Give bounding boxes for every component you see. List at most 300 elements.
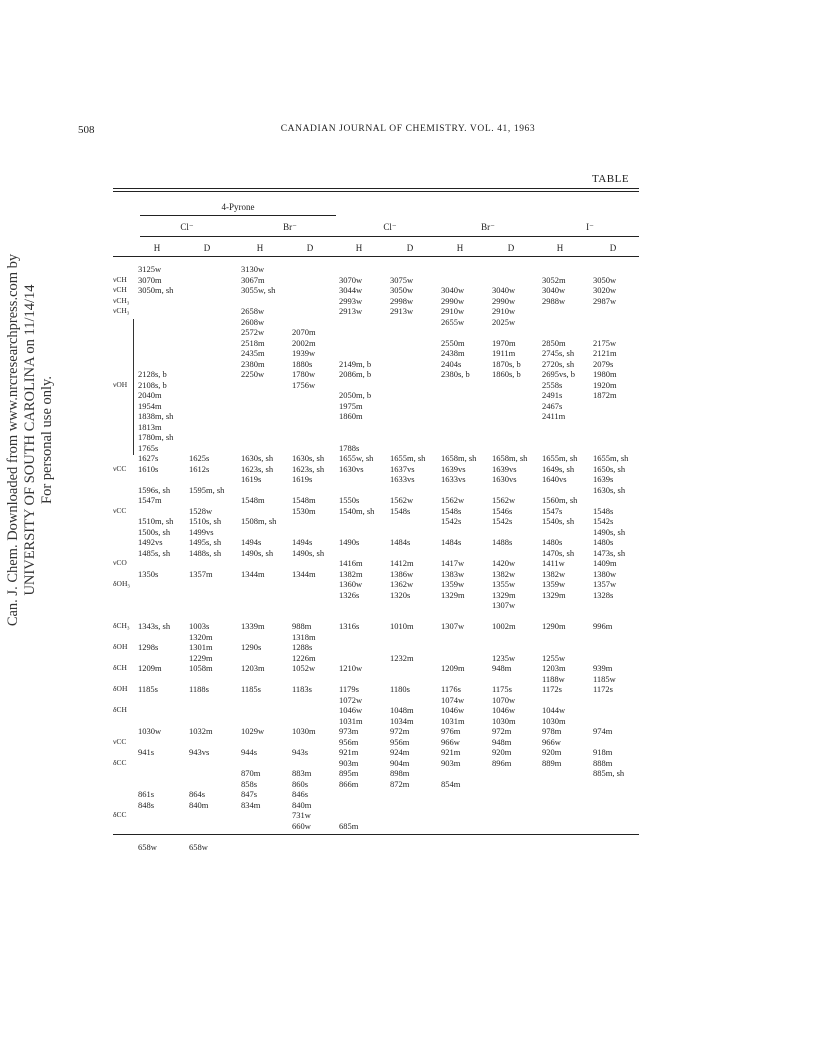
table-cell: 1484s — [441, 537, 462, 547]
table-cell: 1360w — [339, 579, 363, 589]
table-cell: 2990w — [441, 295, 465, 306]
table-cell: 1630s, sh — [292, 453, 325, 463]
table-cell: 2655w — [441, 316, 465, 327]
table-cell: 1546s — [492, 505, 513, 516]
table-cell: 924m — [390, 747, 410, 757]
table-cell: 3040w — [441, 285, 465, 295]
table-cell: 1623s, sh — [292, 463, 325, 474]
table-cell: 1655m, sh — [593, 453, 629, 463]
table-cell: 2608w — [241, 316, 265, 327]
table-cell: 1209m — [441, 663, 465, 673]
running-head: CANADIAN JOURNAL OF CHEMISTRY. VOL. 41, 1963 — [280, 124, 536, 134]
table-cell: 834m — [241, 799, 261, 810]
table-cell: 2720s, sh — [542, 358, 575, 369]
table-cell: 1320m — [189, 631, 213, 642]
table-cell: 1510s, sh — [189, 516, 222, 526]
isotope-header: D — [406, 243, 414, 253]
table-cell: 1420w — [492, 558, 516, 568]
table-cell: 1210w — [339, 663, 363, 673]
isotope-header: H — [153, 243, 161, 253]
table-cell: 918m — [593, 747, 613, 757]
table-cell: 1494s — [241, 537, 262, 547]
table-cell: 2380m — [241, 358, 265, 369]
table-cell: 2913w — [390, 306, 414, 316]
table-cell: 1838m, sh — [138, 411, 174, 421]
table-cell: 840m — [292, 799, 312, 810]
table-cell: 1623s, sh — [241, 463, 274, 474]
table-cell: 1495s, sh — [189, 537, 222, 547]
table-cell: 1880s — [292, 358, 313, 369]
table-cell: 978m — [542, 726, 562, 736]
table-cell: 1031m — [441, 715, 465, 726]
row-label: νCC — [113, 463, 127, 473]
table-cell: 1560m, sh — [542, 495, 578, 505]
table-cell: 3075w — [390, 274, 414, 285]
isotope-header: H — [355, 243, 363, 253]
table-cell: 1288s — [292, 642, 313, 652]
table-cell: 1380w — [593, 568, 617, 579]
table-cell: 2435m — [241, 348, 265, 358]
table-cell: 1386w — [390, 568, 414, 579]
table-cell: 2128s, b — [138, 369, 167, 379]
table-cell: 1548m — [241, 495, 265, 505]
table-cell: 1185s — [138, 684, 158, 694]
table-cell: 1320s — [390, 589, 411, 600]
table-cell: 1176s — [441, 684, 461, 694]
table-cell: 1649s, sh — [542, 463, 575, 474]
table-cell: 2988w — [542, 295, 566, 306]
table-cell: 1411w — [542, 558, 565, 568]
row-label: νCC — [113, 736, 127, 746]
table-cell: 2040m — [138, 390, 162, 400]
table-cell: 1612s — [189, 463, 210, 474]
table-cell: 943vs — [189, 747, 210, 757]
table-cell: 870m — [241, 768, 261, 778]
table-cell: 1492vs — [138, 537, 163, 547]
table-cell: 731w — [292, 810, 311, 820]
table-cell: 1490s, sh — [241, 547, 274, 558]
table-caption: TABLE — [592, 173, 630, 185]
table-cell: 847s — [241, 789, 258, 799]
table-cell: 2987w — [593, 295, 617, 306]
table-cell: 1655m, sh — [390, 453, 426, 463]
table-cell: 1203m — [241, 663, 265, 673]
table-cell: 1048m — [390, 705, 414, 715]
table-cell: 1640vs — [542, 474, 567, 484]
table-cell: 872m — [390, 778, 410, 789]
table-cell: 1658m, sh — [492, 453, 528, 463]
table-cell: 1383w — [441, 568, 465, 579]
table-cell: 1490s, sh — [292, 547, 325, 558]
table-cell: 956m — [339, 736, 359, 747]
table-cell: 1307w — [441, 621, 465, 631]
table-cell: 1939w — [292, 348, 316, 358]
table-cell: 1488s — [492, 537, 513, 547]
table-cell: 1480s — [593, 537, 614, 547]
table-cell: 3070m — [138, 274, 162, 285]
table-cell: 1562w — [390, 495, 414, 505]
table-cell: 1562w — [492, 495, 516, 505]
row-label: νOH — [113, 379, 128, 389]
isotope-header: D — [507, 243, 515, 253]
table-cell: 1343s, sh — [138, 621, 171, 631]
table-cell: 1470s, sh — [542, 547, 575, 558]
table-cell: 2467s — [542, 400, 563, 411]
table-cell: 920m — [542, 747, 562, 757]
table-cell: 1046w — [492, 705, 516, 715]
table-cell: 3050m, sh — [138, 285, 174, 295]
row-label: δCH₃ — [113, 621, 130, 630]
table-cell: 3050w — [390, 285, 414, 295]
table-cell: 2070m — [292, 327, 316, 337]
table-cell: 1627s — [138, 453, 159, 463]
isotope-header: H — [556, 243, 564, 253]
isotope-header: H — [256, 243, 264, 253]
table-cell: 1540m, sh — [339, 505, 375, 516]
table-cell: 658w — [138, 841, 157, 852]
table-cell: 1510m, sh — [138, 516, 174, 526]
ion-header: Br⁻ — [283, 222, 297, 232]
table-cell: 1630s, sh — [593, 484, 626, 495]
table-cell: 2993w — [339, 295, 363, 306]
table-cell: 1625s — [189, 453, 210, 463]
table-cell: 1307w — [492, 600, 516, 610]
table-cell: 976m — [441, 726, 461, 736]
table-cell: 1813m — [138, 421, 162, 432]
table-cell: 1548s — [441, 505, 462, 516]
table-cell: 848s — [138, 799, 155, 810]
table-cell: 1357w — [593, 579, 617, 589]
table-cell: 883m — [292, 768, 312, 778]
table-cell: 1172s — [542, 684, 562, 694]
table-cell: 3130w — [241, 264, 265, 274]
table-cell: 840m — [189, 799, 209, 810]
table-cell: 1290m — [542, 621, 566, 631]
table-cell: 1175s — [492, 684, 512, 694]
table-cell: 948m — [492, 736, 512, 747]
table-cell: 1542s — [441, 516, 462, 526]
download-notice-line1: Can. J. Chem. Downloaded from www.nrcresearchpress.com by UNIVERSITY OF SOUTH CAROLINA on 11/14/14 — [5, 253, 38, 627]
table-cell: 854m — [441, 778, 461, 789]
row-label: δOH — [113, 642, 128, 651]
table-cell: 1639s — [593, 474, 614, 484]
group-rule — [140, 215, 336, 216]
table-cell: 1488s, sh — [189, 547, 222, 558]
table-cell: 1226m — [292, 652, 316, 663]
table-cell: 898m — [390, 768, 410, 778]
table-cell: 1326s — [339, 589, 360, 600]
table-cell: 1344m — [241, 568, 265, 579]
table-cell: 2438m — [441, 348, 465, 358]
table-cell: 1637vs — [390, 463, 415, 474]
table-cell: 1010m — [390, 621, 414, 631]
table-cell: 660w — [292, 820, 311, 831]
ion-header: Br⁻ — [481, 222, 495, 232]
table-cell: 2913w — [339, 306, 363, 316]
ion-header: I⁻ — [586, 222, 594, 232]
table-cell: 1046w — [339, 705, 363, 715]
table-cell: 1044w — [542, 705, 566, 715]
table-cell: 948m — [492, 663, 512, 673]
table-cell: 1344m — [292, 568, 316, 579]
table-cell: 1630vs — [339, 463, 364, 474]
table-cell: 1412m — [390, 558, 414, 568]
table-cell: 1235w — [492, 652, 516, 663]
table-cell: 1188w — [542, 673, 565, 684]
table-cell: 972m — [492, 726, 512, 736]
table-cell: 3055w, sh — [241, 285, 276, 295]
table-cell: 2695vs, b — [542, 369, 576, 379]
table-cell: 1031m — [339, 715, 363, 726]
table-cell: 1548s — [593, 505, 614, 516]
table-cell: 2380s, b — [441, 369, 470, 379]
table-cell: 1490s — [339, 537, 360, 547]
table-cell: 846s — [292, 789, 309, 799]
table-cell: 1034m — [390, 715, 414, 726]
table-cell: 2550m — [441, 337, 465, 348]
table-cell: 956m — [390, 736, 410, 747]
top-rule — [113, 188, 639, 189]
table-cell: 1188s — [189, 684, 209, 694]
bottom-rule — [113, 834, 639, 835]
table-cell: 2850m — [542, 337, 566, 348]
table-cell: 858s — [241, 778, 258, 789]
table-cell: 1500s, sh — [138, 526, 171, 537]
table-cell: 1409m — [593, 558, 617, 568]
table-cell: 1232m — [390, 652, 414, 663]
table-cell: 2990w — [492, 295, 516, 306]
table-cell: 1860m — [339, 411, 363, 421]
row-label: δOH₃ — [113, 579, 130, 588]
isotope-header: D — [306, 243, 314, 253]
table-cell: 1046w — [441, 705, 465, 715]
table-cell: 1911m — [492, 348, 516, 358]
table-cell: 2002m — [292, 337, 316, 348]
ion-header: Cl⁻ — [180, 222, 194, 232]
table-cell: 972m — [390, 726, 410, 736]
table-cell: 1528w — [189, 505, 213, 516]
table-cell: 1058m — [189, 663, 213, 673]
table-cell: 3067m — [241, 274, 265, 285]
table-cell: 1954m — [138, 400, 162, 411]
table-cell: 3050w — [593, 274, 617, 285]
table-cell: 903m — [339, 757, 359, 768]
table-cell: 1562w — [441, 495, 465, 505]
table-cell: 1357m — [189, 568, 213, 579]
table-cell: 1329m — [441, 589, 465, 600]
table-cell: 1382m — [339, 568, 363, 579]
table-cell: 966w — [542, 736, 561, 747]
page-number: 508 — [78, 124, 95, 136]
table-cell: 1550s — [339, 495, 360, 505]
table-cell: 2491s — [542, 390, 563, 400]
table-cell: 896m — [492, 757, 512, 768]
table-cell: 1490s, sh — [593, 526, 626, 537]
table-cell: 1484s — [390, 537, 411, 547]
table-cell: 685m — [339, 820, 359, 831]
row-label: δCH — [113, 705, 127, 714]
table-cell: 860s — [292, 778, 309, 789]
table-cell: 1756w — [292, 379, 316, 390]
table-cell: 1639vs — [441, 463, 466, 474]
table-cell: 1179s — [339, 684, 359, 694]
table-cell: 1530m — [292, 505, 316, 516]
table-cell: 1473s, sh — [593, 547, 626, 558]
table-cell: 2998w — [390, 295, 414, 306]
table-cell: 3040w — [542, 285, 566, 295]
row-label: νCH₃ — [113, 306, 130, 315]
table-cell: 973m — [339, 726, 359, 736]
table-cell: 1788s — [339, 442, 360, 453]
table-cell: 1494s — [292, 537, 313, 547]
isotope-header: D — [609, 243, 617, 253]
table-cell: 1547m — [138, 495, 162, 505]
table-cell: 3044w — [339, 285, 363, 295]
table-cell: 1765s — [138, 442, 159, 453]
table-cell: 1542s — [593, 516, 614, 526]
table-cell: 1633vs — [441, 474, 466, 484]
table-cell: 988m — [292, 621, 312, 631]
row-label: νCH — [113, 274, 127, 284]
table-cell: 3052m — [542, 274, 566, 285]
row-label: νCO — [113, 558, 127, 567]
table-cell: 2558s — [542, 379, 563, 390]
table-cell: 921m — [441, 747, 461, 757]
table-cell: 1003s — [189, 621, 210, 631]
table-cell: 996m — [593, 621, 613, 631]
table-cell: 2745s, sh — [542, 348, 575, 358]
table-cell: 1355w — [492, 579, 516, 589]
table-cell: 1339m — [241, 621, 265, 631]
table-cell: 2250w — [241, 369, 265, 379]
table-cell: 1970m — [492, 337, 516, 348]
table-cell: 1417w — [441, 558, 465, 568]
table-cell: 1318m — [292, 631, 316, 642]
table-cell: 1780w — [292, 369, 316, 379]
ion-header: Cl⁻ — [383, 222, 397, 232]
table-cell: 3040w — [492, 285, 516, 295]
row-label: δCC — [113, 810, 127, 819]
table-cell: 943s — [292, 747, 309, 757]
table-cell: 939m — [593, 663, 613, 673]
table-cell: 1030m — [292, 726, 316, 736]
table-cell: 2910w — [441, 306, 465, 316]
table-cell: 861s — [138, 789, 155, 799]
table-cell: 1329m — [492, 589, 516, 600]
table-cell: 1920m — [593, 379, 617, 390]
table-cell: 941s — [138, 747, 155, 757]
table-cell: 1655m, sh — [542, 453, 578, 463]
table-cell: 2079s — [593, 358, 614, 369]
table-cell: 1499vs — [189, 526, 214, 537]
table-cell: 2149m, b — [339, 358, 372, 369]
table-cell: 1072w — [339, 694, 363, 705]
table-cell: 1382w — [542, 568, 566, 579]
table-cell: 1185s — [241, 684, 261, 694]
table-cell: 966w — [441, 736, 460, 747]
table-cell: 1633vs — [390, 474, 415, 484]
table-cell: 1180s — [390, 684, 410, 694]
table-cell: 1032m — [189, 726, 213, 736]
row-label: νCH₃ — [113, 295, 130, 305]
download-notice-line2: For personal use only. — [39, 376, 55, 504]
table-cell: 1780m, sh — [138, 432, 174, 442]
table-cell: 944s — [241, 747, 258, 757]
table-cell: 1548s — [390, 505, 411, 516]
table-cell: 3070w — [339, 274, 363, 285]
table-cell: 1547s — [542, 505, 563, 516]
table-cell: 1029w — [241, 726, 265, 736]
table-cell: 2404s — [441, 358, 462, 369]
table-cell: 1650s, sh — [593, 463, 626, 474]
isotope-header: H — [456, 243, 464, 253]
table-cell: 1542s — [492, 516, 513, 526]
table-cell: 1002m — [492, 621, 516, 631]
row-label: νCH — [113, 285, 127, 294]
row-label: δOH — [113, 684, 128, 693]
table-cell: 1416m — [339, 558, 363, 568]
download-notice — [5, 240, 55, 640]
table-cell: 1480s — [542, 537, 563, 547]
table-cell: 1183s — [292, 684, 312, 694]
table-cell: 864s — [189, 789, 206, 799]
table-cell: 2175w — [593, 337, 617, 348]
table-cell: 889m — [542, 757, 562, 768]
row-label: νCC — [113, 505, 127, 515]
table-cell: 1052w — [292, 663, 316, 673]
isotope-header: D — [203, 243, 211, 253]
table-cell: 1658m, sh — [441, 453, 477, 463]
header-bottom-rule — [113, 256, 639, 257]
table-cell: 2658w — [241, 306, 265, 316]
table-cell: 866m — [339, 778, 359, 789]
table-cell: 1630vs — [492, 474, 517, 484]
table-cell: 885m, sh — [593, 768, 625, 778]
table-cell: 1290s — [241, 642, 262, 652]
table-cell: 920m — [492, 747, 512, 757]
table-cell: 1980m — [593, 369, 617, 379]
group-header: 4-Pyrone — [221, 202, 255, 212]
table-cell: 1508m, sh — [241, 516, 277, 526]
ion-rule — [140, 236, 639, 237]
table-cell: 2108s, b — [138, 379, 167, 390]
table-cell: 3125w — [138, 264, 162, 274]
table-cell: 1975m — [339, 400, 363, 411]
table-cell: 1610s — [138, 463, 159, 474]
row-label: δCC — [113, 757, 127, 767]
table-cell: 1316s — [339, 621, 360, 631]
table-cell: 1298s — [138, 642, 159, 652]
table-cell: 1619s — [292, 474, 313, 484]
table-cell: 1639vs — [492, 463, 517, 474]
table-cell: 1074w — [441, 694, 465, 705]
table-cell: 1301m — [189, 642, 213, 652]
table-cell: 2050m, b — [339, 390, 372, 400]
table-cell: 1359w — [542, 579, 566, 589]
row-label: δCH — [113, 663, 127, 672]
table-cell: 1350s — [138, 568, 159, 579]
table-cell: 658w — [189, 841, 208, 852]
table-cell: 1359w — [441, 579, 465, 589]
table-cell: 2121m — [593, 348, 617, 358]
table-cell: 1630s, sh — [241, 453, 274, 463]
table-cell: 1595m, sh — [189, 484, 225, 495]
table-cell: 2572w — [241, 327, 265, 337]
table-cell: 1030m — [492, 715, 516, 726]
table-cell: 1860s, b — [492, 369, 521, 379]
table-cell: 903m — [441, 757, 461, 768]
top-rule-second — [113, 191, 639, 192]
